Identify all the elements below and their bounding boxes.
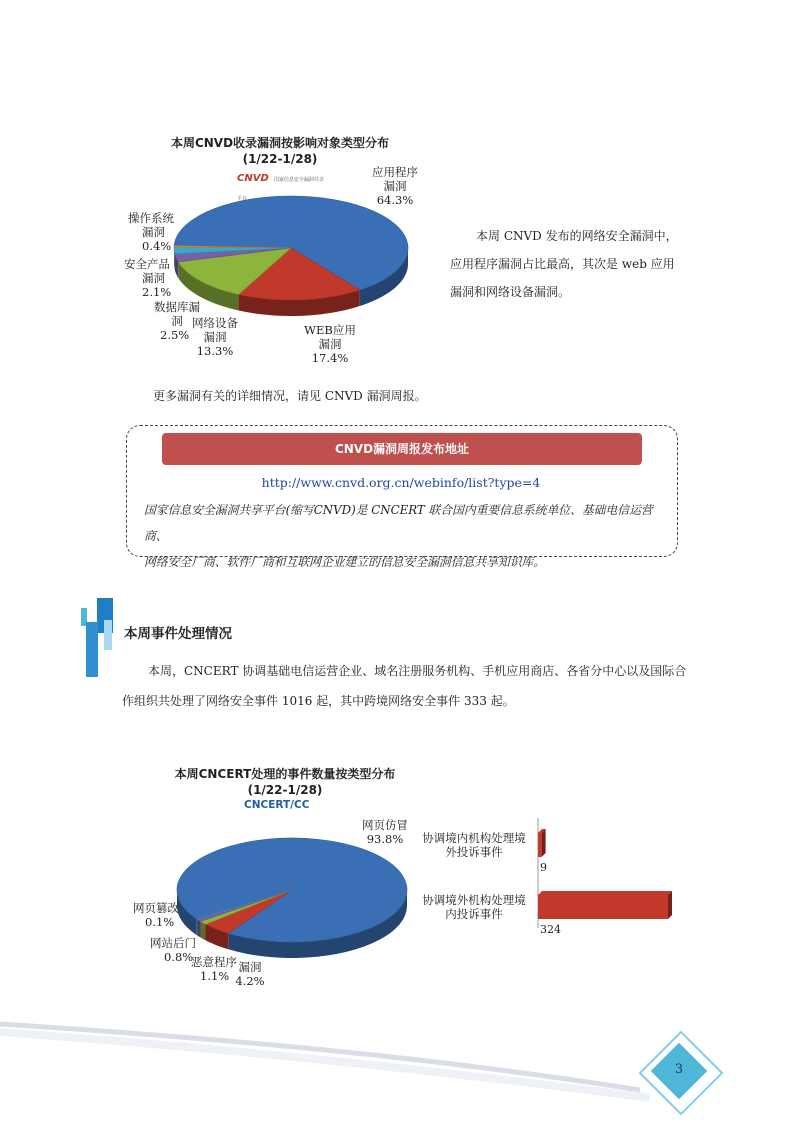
pie2-label-malware-l1: 恶意程序 (191, 955, 237, 969)
pie2-label-backdoor-l1: 网站后门 (150, 936, 196, 950)
cnvd-summary-line-1: 本周 CNVD 发布的网络安全漏洞中， (476, 229, 678, 243)
cnvd-report-link[interactable]: http://www.cnvd.org.cn/webinfo/list?type=4 (261, 475, 541, 490)
pie2-label-deface-l1: 网页篡改 (133, 901, 179, 915)
pie2-label-vuln-pct: 4.2% (235, 974, 265, 988)
pie1-label-web-l1: WEB应用 (304, 323, 356, 337)
pie1-label-app-pct: 64.3% (376, 193, 414, 207)
pie2-label-malware-pct: 1.1% (200, 969, 230, 983)
chart2-title: 本周CNCERT处理的事件数量按类型分布 (174, 767, 396, 781)
pie1-label-db-l1: 数据库漏 (154, 300, 200, 314)
bar-label-foreign-l2: 内投诉事件 (445, 907, 503, 921)
cncert-logo: CNCERT/CC (244, 799, 310, 811)
pie2-label-vuln-l1: 漏洞 (238, 960, 262, 974)
pie1-label-sec-l1: 安全产品 (124, 257, 170, 271)
cncert-paragraph-line-2: 作组织共处理了网络安全事件 1016 起，其中跨境网络安全事件 333 起。 (122, 694, 515, 708)
chart1-subtitle: (1/22-1/28) (242, 152, 318, 166)
pie1-label-sec-pct: 2.1% (142, 285, 172, 299)
pie1-label-app-l2: 漏洞 (383, 179, 407, 193)
chart2-subtitle: (1/22-1/28) (247, 783, 323, 797)
pie1-label-net-l1: 网络设备 (192, 316, 238, 330)
bar-label-foreign-l1: 协调境外机构处理境 (422, 893, 526, 907)
pie1-label-sec-l2: 漏洞 (142, 271, 165, 285)
info-box-header: CNVD漏洞周报发布地址 (162, 433, 642, 465)
pie1-label-app-l1: 应用程序 (372, 165, 418, 179)
info-box-desc-line-2: 网络安全厂商、软件厂商和互联网企业建立的信息安全漏洞信息共享知识库。 (144, 555, 546, 569)
bar-value-label-1: 324 (540, 923, 561, 936)
cnvd-logo-text: CNVD (237, 173, 269, 184)
pie1-label-os-l2: 漏洞 (142, 225, 165, 239)
info-box-desc-line-1: 国家信息安全漏洞共享平台(缩写CNVD)是 CNCERT 联合国内重要信息系统单位、基础电信运营商、 (144, 503, 653, 543)
chart1-title: 本周CNVD收录漏洞按影响对象类型分布 (170, 136, 390, 150)
bar-label-domestic-l1: 协调境内机构处理境 (422, 831, 526, 845)
bar-label-domestic-l2: 外投诉事件 (445, 845, 503, 859)
pie2-label-phishing-pct: 93.8% (366, 832, 404, 846)
pie1-label-db-pct: 2.5% (160, 328, 190, 342)
cnvd-summary-line-3: 漏洞和网络设备漏洞。 (450, 285, 571, 299)
section-heading: 本周事件处理情况 (124, 626, 232, 642)
pie1-label-os-pct: 0.4% (142, 239, 172, 253)
bar-value-label-0: 9 (540, 861, 547, 874)
pie1-label-os-l1: 操作系统 (128, 211, 174, 225)
more-info-text: 更多漏洞有关的详细情况，请见 CNVD 漏洞周报。 (153, 389, 427, 403)
pie2-label-backdoor-pct: 0.8% (164, 950, 194, 964)
pie1-label-net-pct: 13.3% (196, 344, 234, 358)
cnvd-logo-caption: 国家信息安全漏洞共享平台 (237, 177, 324, 202)
pie1-label-web-l2: 漏洞 (318, 337, 342, 351)
pie2-label-phishing-l1: 网页仿冒 (362, 818, 408, 832)
pie2-label-deface-pct: 0.1% (145, 915, 175, 929)
pie1-label-db-l2: 洞 (171, 314, 183, 328)
cnvd-summary-line-2: 应用程序漏洞占比最高，其次是 web 应用 (450, 257, 675, 271)
page-number: 3 (674, 1062, 684, 1077)
pie1-label-net-l2: 漏洞 (203, 330, 227, 344)
cncert-paragraph-line-1: 本周，CNCERT 协调基础电信运营企业、域名注册服务机构、手机应用商店、各省分中心以及国际合 (148, 664, 687, 678)
pie1-label-web-pct: 17.4% (311, 351, 349, 365)
